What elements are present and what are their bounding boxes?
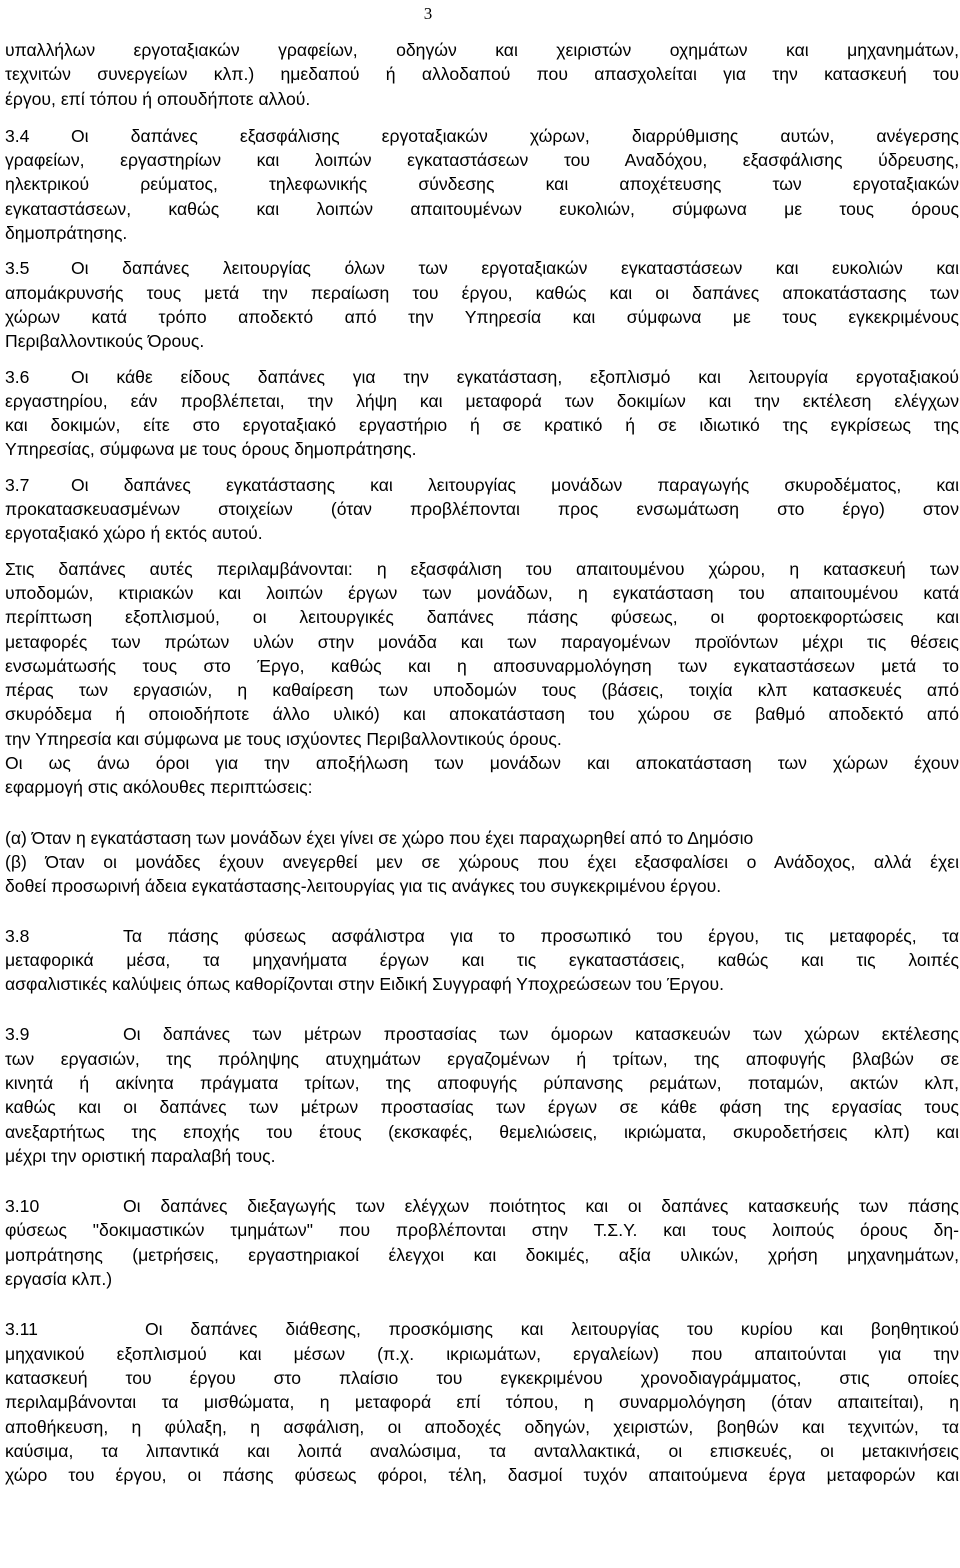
text-line: μεταφορικά μέσα, τα μηχανήματα έργων και τις εγκαταστάσεις, καθώς και τις λοιπές xyxy=(5,949,959,970)
text-line: μέχρι την οριστική παραλαβή τους. xyxy=(5,1145,276,1166)
paragraph-number: 3.10 xyxy=(5,1196,40,1217)
paragraph-3-11 xyxy=(5,1317,959,1487)
line-text: Οι δαπάνες διάθεσης, προσκόμισης και λειτουργίας του κυρίου και βοηθητικού xyxy=(145,1319,959,1340)
text-line: Υπηρεσίας, σύμφωνα με τους όρους δημοπράτησης. xyxy=(5,439,417,460)
text-line: ανεξαρτήτως της εποχής του έτους (εκσκαφές, θεμελιώσεις, ικριώματα, σκυροδετήσεις κλπ) και xyxy=(5,1121,959,1142)
paragraph-3-5 xyxy=(5,256,959,353)
text-line: δημοπράτησης. xyxy=(5,223,128,244)
text-line: εργαστηρίου, εάν προβλέπεται, την λήψη και μεταφορά των δοκιμίων και την εκτέλεση ελέγχων xyxy=(5,390,959,411)
paragraph-number: 3.7 xyxy=(5,474,30,495)
text-line: υπαλλήλων εργοταξιακών γραφείων, οδηγών και χειριστών οχημάτων και μηχανημάτων, xyxy=(5,40,959,60)
paragraph-cases xyxy=(5,826,959,899)
paragraph-number: 3.8 xyxy=(5,925,30,946)
line-text: Οι δαπάνες εξασφάλισης εργοταξιακών χώρων, διαρρύθμισης αυτών, ανέγερσης xyxy=(71,125,959,146)
paragraph-number: 3.4 xyxy=(5,125,30,146)
paragraph-3-6 xyxy=(5,365,959,462)
text-line: καύσιμα, τα λιπαντικά και λοιπά αναλώσιμα, τα ανταλλακτικά, οι επισκευές, οι μετακινήσεις xyxy=(5,1440,959,1461)
paragraph-costs-include xyxy=(5,557,959,751)
text-line: φύσεως "δοκιμαστικών τμημάτων" που προβλέπονται στην Τ.Σ.Υ. και τους λοιπούς όρους δη- xyxy=(5,1220,959,1241)
text-line: έργου, επί τόπου ή οπουδήποτε αλλού. xyxy=(5,88,311,109)
text-line: κινητά ή ακίνητα πράγματα τρίτων, της αποφυγής ρύπανσης ρεμάτων, ποταμών, ακτών κλπ, xyxy=(5,1072,959,1093)
paragraph-number: 3.6 xyxy=(5,366,30,387)
paragraph-3-7 xyxy=(5,473,959,546)
paragraph-terms-apply xyxy=(5,751,959,800)
paragraph-3-10 xyxy=(5,1194,959,1291)
text-line: μεταφορές των πρώτων υλών στην μονάδα και των παραγομένων προϊόντων μέχρι τις θέσεις xyxy=(5,631,959,652)
text-line xyxy=(5,1022,959,1046)
text-line: εργασία κλπ.) xyxy=(5,1269,113,1290)
text-line: Στις δαπάνες αυτές περιλαμβάνονται: η εξασφάλιση του απαιτουμένου χώρου, η κατασκευή των xyxy=(5,558,959,579)
text-line: ασφαλιστικές καλύψεις όπως καθορίζονται στην Ειδική Συγγραφή Υποχρεώσεων του Έργου. xyxy=(5,974,724,995)
paragraph-3-4 xyxy=(5,124,959,245)
text-line: ενσωμάτωσής τους στο Έργο, καθώς και η αποσυναρμολόγηση των εγκαταστάσεων μετά το xyxy=(5,655,959,676)
text-line xyxy=(5,124,959,148)
line-text: Τα πάσης φύσεως ασφάλιστρα για το προσωπικό του έργου, τις μεταφορές, τα xyxy=(123,925,959,946)
text-line: σκυρόδεμα ή οποιοδήποτε άλλο υλικό) και αποκατάσταση του χώρου σε βαθμό αποδεκτό από xyxy=(5,704,959,725)
text-line xyxy=(5,365,959,389)
paragraph-number: 3.11 xyxy=(5,1319,38,1340)
text-line: τεχνιτών συνεργείων κλπ.) ημεδαπού ή αλλοδαπού που απασχολείται για την κατασκευή του xyxy=(5,64,959,85)
text-line: εγκαταστάσεων, καθώς και λοιπών απαιτουμένων ευκολιών, σύμφωνα με τους όρους xyxy=(5,198,959,219)
text-line: μοπράτησης (μετρήσεις, εργαστηριακοί έλεγχοι και δοκιμές, αξία υλικών, χρήση μηχανημάτων, xyxy=(5,1244,959,1265)
text-line xyxy=(5,473,959,497)
text-line: καθώς και οι δαπάνες των μέτρων προστασίας των έργων σε κάθε φάση της εργασίας τους xyxy=(5,1097,959,1118)
text-line xyxy=(5,1317,959,1341)
text-line: μηχανικού εξοπλισμού και μέσων (π.χ. ικριωμάτων, εργαλείων) που απαιτούνται για την xyxy=(5,1343,959,1364)
text-line xyxy=(5,1194,959,1218)
text-line: Περιβαλλοντικούς Όρους. xyxy=(5,331,205,352)
line-text: Οι δαπάνες λειτουργίας όλων των εργοταξιακών εγκαταστάσεων και ευκολιών και xyxy=(71,258,959,279)
text-line: χώρο του έργου, οι πάσης φύσεως φόροι, τέλη, δασμοί τυχόν απαιτούμενα έργα μεταφορών και xyxy=(5,1465,959,1486)
paragraph-3-9 xyxy=(5,1022,959,1168)
paragraph-continuation xyxy=(5,38,959,111)
text-line: (β) Όταν οι μονάδες έχουν ανεγερθεί μεν σε χώρους που έχει εξασφαλίσει ο Ανάδοχος, αλλά έχει xyxy=(5,851,959,872)
page-number: 3 xyxy=(423,4,433,23)
text-line: αποθήκευση, η φύλαξη, η ασφάλιση, οι αποδοχές οδηγών, χειριστών, βοηθών και τεχνιτών, τα xyxy=(5,1416,959,1437)
line-text: Οι κάθε είδους δαπάνες για την εγκατάσταση, εξοπλισμό και λειτουργία εργοταξιακού xyxy=(71,366,959,387)
text-line: περίπτωση εξοπλισμού, οι λειτουργικές δαπάνες πάσης φύσεως, οι φορτοεκφορτώσεις και xyxy=(5,607,959,628)
text-line: κατασκευή του έργου στο πλαίσιο του εγκεκριμένου χρονοδιαγράμματος, στις οποίες xyxy=(5,1367,959,1388)
text-line: δοθεί προσωρινή άδεια εγκατάστασης-λειτουργίας για τις ανάγκες του συγκεκριμένου έργου. xyxy=(5,876,722,897)
text-line: (α) Όταν η εγκατάσταση των μονάδων έχει γίνει σε χώρο που έχει παραχωρηθεί από το Δημόσιο xyxy=(5,827,754,848)
text-line: προκατασκευασμένων στοιχείων (όταν προβλέπονται προς ενσωμάτωση στο έργο) στον xyxy=(5,499,959,520)
text-line: ηλεκτρικού ρεύματος, τηλεφωνικής σύνδεσης και αποχέτευσης των εργοταξιακών xyxy=(5,174,959,195)
text-line: πέρας των εργασιών, η καθαίρεση των υποδομών τους (βάσεις, τοιχία κλπ κατασκευές από xyxy=(5,680,959,701)
text-line: απομάκρυνσής τους μετά την περαίωση του έργου, καθώς και οι δαπάνες αποκατάστασης των xyxy=(5,282,959,303)
text-line: χώρων κατά τρόπο αποδεκτό από την Υπηρεσία και σύμφωνα με τους εγκεκριμένους xyxy=(5,306,959,327)
text-line: εργοταξιακό χώρο ή εκτός αυτού. xyxy=(5,523,263,544)
text-line xyxy=(5,924,959,948)
paragraph-number: 3.9 xyxy=(5,1024,30,1045)
text-line: γραφείων, εργαστηρίων και λοιπών εγκαταστάσεων του Αναδόχου, εξασφάλισης ύδρευσης, xyxy=(5,150,959,171)
text-line: Οι ως άνω όροι για την αποξήλωση των μονάδων και αποκατάσταση των χώρων έχουν xyxy=(5,753,959,774)
paragraph-3-8 xyxy=(5,924,959,997)
text-line: εφαρμογή στις ακόλουθες περιπτώσεις: xyxy=(5,777,313,798)
text-line: των εργασιών, της πρόληψης ατυχημάτων εργαζομένων ή τρίτων, της αποφυγής βλαβών σε xyxy=(5,1048,959,1069)
text-line: και δοκιμών, είτε στο εργοταξιακό εργαστήριο ή σε κρατικό ή σε ιδιωτικό της εγκρίσεως της xyxy=(5,415,959,436)
document-body xyxy=(5,38,959,1487)
line-text: Οι δαπάνες εγκατάστασης και λειτουργίας μονάδων παραγωγής σκυροδέματος, και xyxy=(71,474,959,495)
text-line: περιλαμβάνονται τα μισθώματα, η μεταφορά επί τόπου, η συναρμολόγηση (όταν απαιτείται), η xyxy=(5,1392,959,1413)
text-line: υποδομών, κτιριακών και λοιπών έργων των μονάδων, η εγκατάσταση του απαιτουμένου κατά xyxy=(5,582,959,603)
text-line xyxy=(5,256,959,280)
line-text: Οι δαπάνες διεξαγωγής των ελέγχων ποιότητος και οι δαπάνες κατασκευής των πάσης xyxy=(123,1196,959,1217)
text-line: την Υπηρεσία και σύμφωνα με τους ισχύοντες Περιβαλλοντικούς όρους. xyxy=(5,728,562,749)
line-text: Οι δαπάνες των μέτρων προστασίας των όμορων κατασκευών των χώρων εκτέλεσης xyxy=(123,1024,959,1045)
paragraph-number: 3.5 xyxy=(5,258,30,279)
